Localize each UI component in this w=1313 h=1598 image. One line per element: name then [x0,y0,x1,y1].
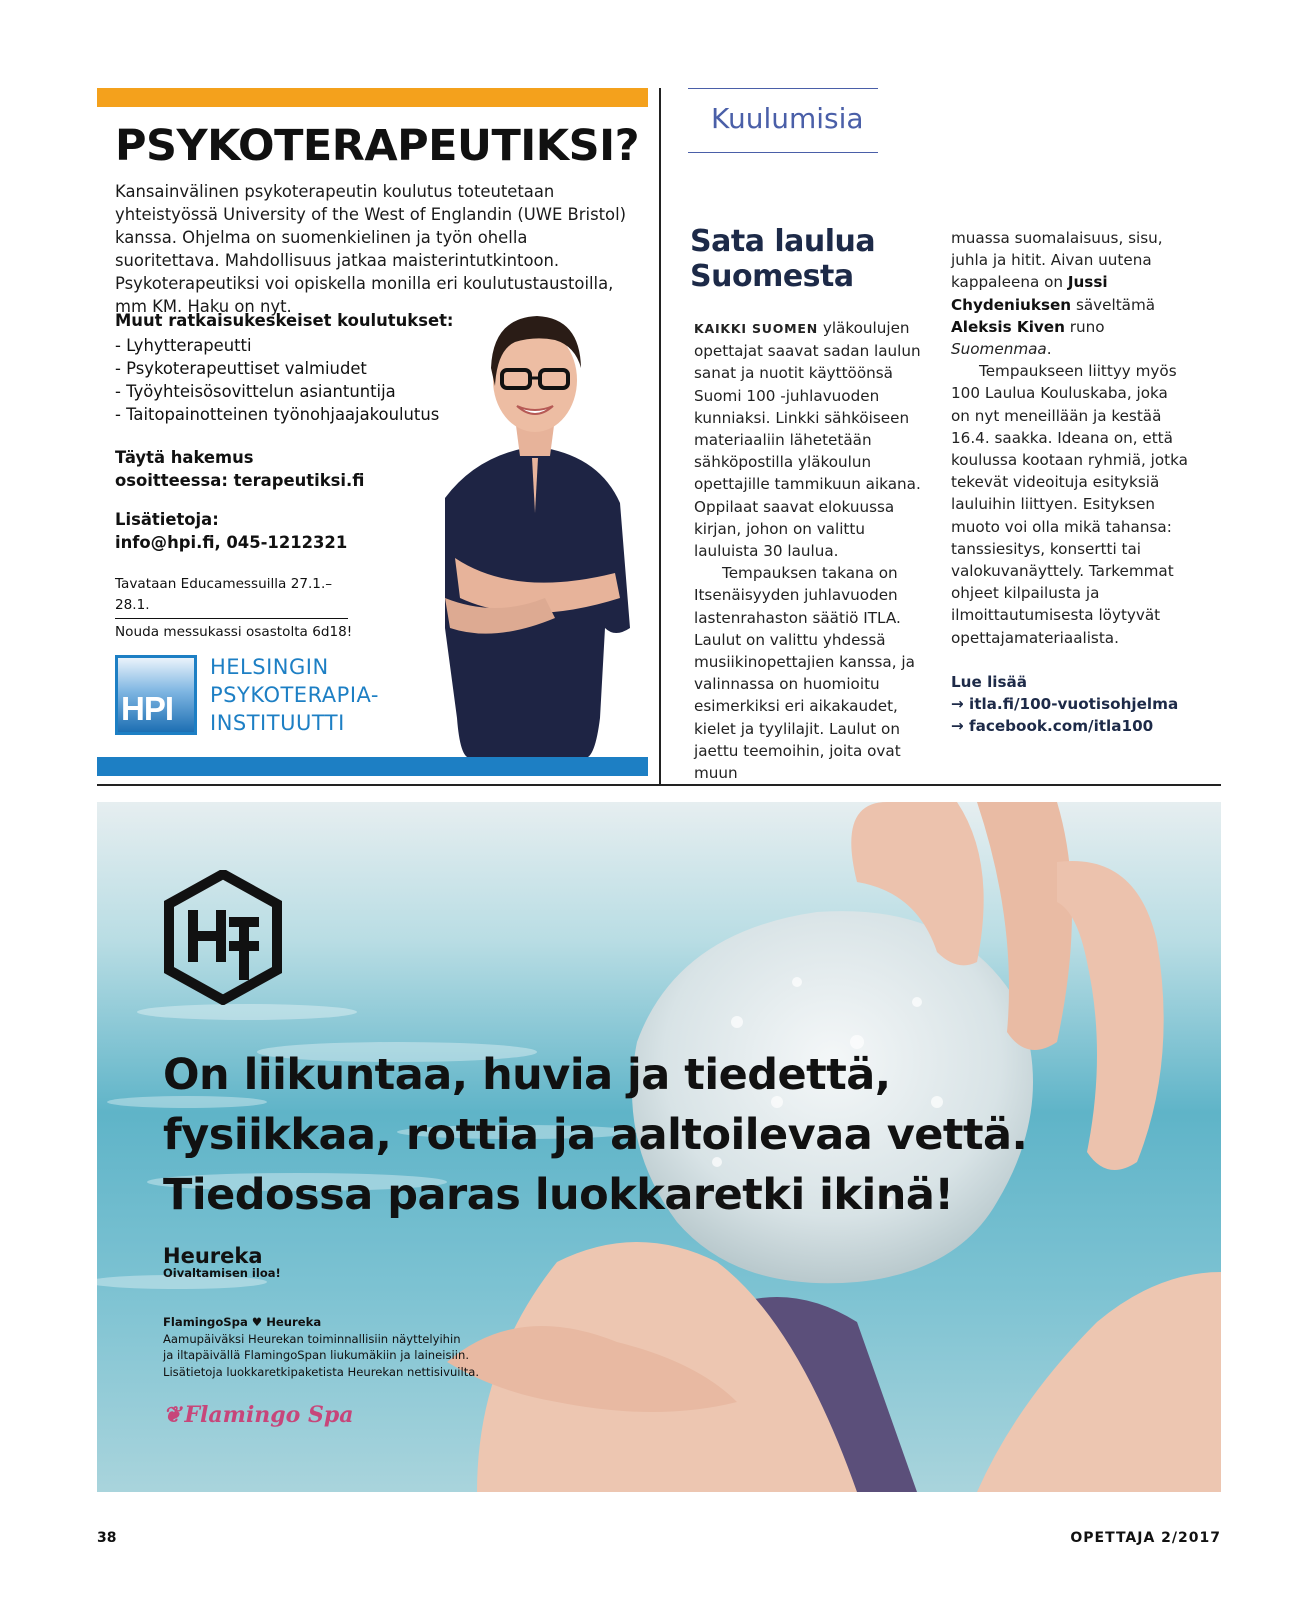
list-item: - Lyhytterapeutti [115,336,252,355]
list-item: - Taitopainotteinen työnohjaajakoulutus [115,405,440,424]
article-title-line: Suomesta [690,259,854,294]
org-name-line: HELSINGIN [210,655,329,679]
organization-name [210,653,379,737]
orange-top-bar [97,88,648,107]
article-column-1 [694,317,934,784]
list-item: - Työyhteisösovittelun asiantuntija [115,382,396,401]
headline-line: On liikuntaa, huvia ja tiedettä, [163,1050,891,1100]
flamingo-spa-logo [163,1402,354,1428]
contact-info [115,508,347,554]
paragraph [951,227,1191,360]
lead-caps: KAIKKI SUOMEN [694,321,819,336]
paragraph-text: yläkoulujen opettajat saavat sadan laulun sanat ja nuotit käyttöönsä Suomi 100 -juhlavuoden kunniaksi. Linkki sähköiseen materiaaliin lähetetään sähköpostilla yläkoulun opettajille tammikuun aikana. Oppilaat saavat elokuussa kirjan, johon on valittu lauluista 30 laulua. [694,319,921,561]
vertical-divider [659,88,661,784]
headline-line: Tiedossa paras luokkaretki ikinä! [163,1170,954,1220]
flamingo-icon: ❦ [163,1402,182,1428]
heureka-logo [163,870,283,1005]
article-title [690,224,930,294]
hpi-logo [115,655,197,735]
apply-url[interactable]: osoitteessa: terapeutiksi.fi [115,471,365,490]
read-more-heading: Lue lisää [951,672,1028,691]
apply-info [115,446,364,492]
fair-booth: Nouda messukassi osastolta 6d18! [115,624,353,640]
article-column-2 [951,227,1191,737]
hpi-logo-text: HPI [121,690,174,727]
copy-line: Aamupäiväksi Heurekan toiminnallisiin näyttelyihin [163,1331,461,1346]
copy-line: ja iltapäivällä FlamingoSpan liukumäkiin ja laineisiin. [163,1348,470,1362]
ad-copy [163,1314,479,1380]
org-name-line: PSYKOTERAPIA- [210,683,380,707]
apply-line: Täytä hakemus [115,448,254,467]
page-number: 38 [97,1530,117,1546]
fair-line: Tavataan Educamessuilla 27.1.–28.1. [115,574,348,619]
list-item: - Psykoterapeuttiset valmiudet [115,359,367,378]
brand-block [163,1244,281,1280]
ad-headline [163,1045,1027,1225]
contact-heading: Lisätietoja: [115,510,219,529]
section-header [688,88,878,153]
paragraph-text: . [1046,340,1052,359]
publication-issue: OPETTAJA 2/2017 [1070,1530,1221,1546]
ad-intro: Kansainvälinen psykoterapeutin koulutus toteutetaan yhteistyössä University of the West of Englandin (UWE Bristol) kanssa. Ohjelma on suomenkielinen ja työn ohella suoritettava. Mahdollisuus jatkaa maisterintutkintoon. Psykoterapeutiksi voi opiskella monilla eri koulutustaustoilla, mm KM. Haku on nyt. [115,182,627,316]
flamingo-logo-text: Flamingo Spa [184,1402,354,1428]
copy-line: Lisätietoja luokkaretkipaketista Heurekan nettisivuilta. [163,1364,480,1379]
heureka-advertisement [97,802,1221,1492]
article-title-line: Sata laulua [690,224,876,259]
paragraph [694,317,934,562]
read-more-link[interactable]: → itla.fi/100-vuotisohjelma [951,695,1179,714]
section-title: Kuulumisia [711,102,864,135]
paragraph-text: muassa suomalaisuus, sisu, juhla ja hitit. Aivan uutena kappaleena on [951,229,1163,292]
paragraph-text: säveltämä [1071,295,1156,314]
read-more-link[interactable]: → facebook.com/itla100 [951,717,1154,736]
composer-name: Jussi Chydeniuksen [951,273,1108,314]
brand-tagline: Oivaltamisen iloa! [163,1266,281,1280]
paragraph: Tempauksen takana on Itsenäisyyden juhlavuoden lastenrahaston säätiö ITLA. Laulut on valittu yhdessä musiikinopettajien kanssa, ja valinnassa on huomioitu esimerkiksi eri aikakaudet, kielet ja tyylilajit. Laulut on jaettu teemoihin, joita ovat muun [694,564,915,783]
poet-name: Aleksis Kiven [951,317,1065,336]
blue-bottom-bar [97,757,648,776]
woman-photo [415,298,648,758]
hpi-advertisement [97,88,648,776]
other-trainings-heading: Muut ratkaisukeskeiset koulutukset: [115,311,454,330]
horizontal-divider [97,784,1221,786]
paragraph-text: runo [1064,317,1105,336]
read-more [951,671,1191,738]
poem-title: Suomenmaa [951,340,1047,359]
fair-notice [115,574,352,643]
headline-line: fysiikkaa, rottia ja aaltoilevaa vettä. [163,1110,1028,1160]
paragraph: Tempaukseen liittyy myös 100 Laulua Kouluskaba, joka on nyt meneillään ja kestää 16.4. saakka. Ideana on, että koulussa kootaan ryhmiä, jotka tekevät videoituja esityksiä lauluihin liittyen. Esityksen muoto voi olla mikä tahansa: tanssiesitys, konsertti tai valokuvanäyttely. Tarkemmat ohjeet kilpailusta ja ilmoittautumisesta löytyvät opettajamateriaalista. [951,362,1188,647]
ad-title: PSYKOTERAPEUTIKSI? [115,121,640,171]
org-name-line: INSTITUUTTI [210,711,345,735]
contact-details[interactable]: info@hpi.fi, 045-1212321 [115,533,348,552]
brand-name: Heureka [163,1244,263,1268]
copy-heading: FlamingoSpa ♥ Heureka [163,1315,322,1329]
other-trainings-list [115,334,439,426]
